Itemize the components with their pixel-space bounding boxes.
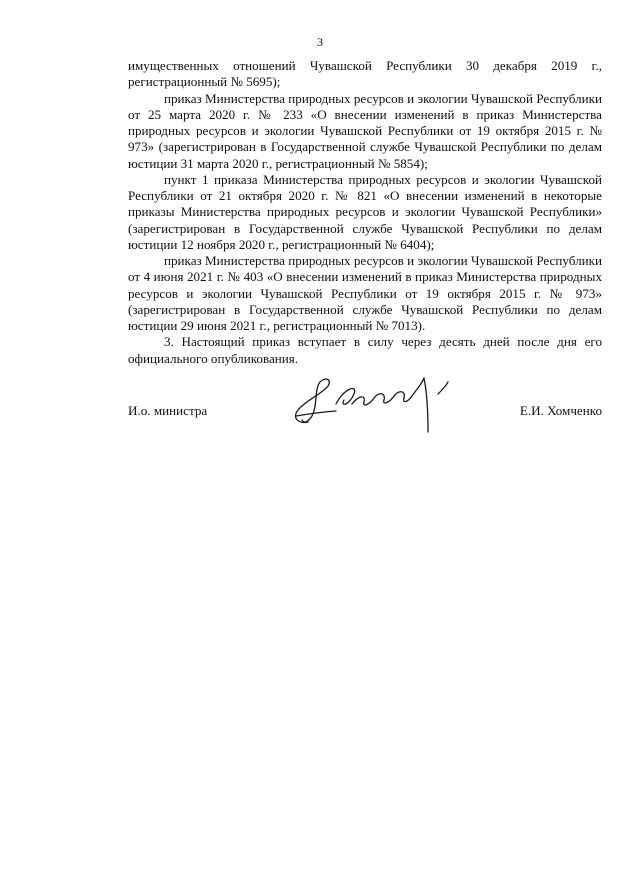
paragraph-order-233: приказ Министерства природных ресурсов и экологии Чувашской Республики от 25 марта 2020 г. № 233 «О внесении изменений в приказ Министерства природных ресурсов и экологии Чувашской Республики от 19 октября 2015 г. № 973» (зарегистрирован в Государственной службе Чувашской Республики по делам юстиции 31 марта 2020 г., регистрационный № 5854); bbox=[128, 90, 602, 171]
signatory-name: Е.И. Хомченко bbox=[519, 403, 602, 418]
signature-block bbox=[128, 396, 602, 436]
paragraph-continuation: имущественных отношений Чувашской Республики 30 декабря 2019 г., регистрационный № 5695); bbox=[128, 58, 602, 90]
page-number: 3 bbox=[317, 35, 323, 49]
handwritten-signature bbox=[278, 364, 468, 436]
paragraph-order-403: приказ Министерства природных ресурсов и экологии Чувашской Республики от 4 июня 2021 г. № 403 «О внесении изменений в приказ Министерства природных ресурсов и экологии Чувашской Республики от 19 октября 2015 г. № 973» (зарегистрирован в Государственной службе Чувашской Республики по делам юстиции 29 июня 2021 г., регистрационный № 7013). bbox=[128, 253, 602, 333]
paragraph-order-821: пункт 1 приказа Министерства природных ресурсов и экологии Чувашской Республики от 21 октября 2020 г. № 821 «О внесении изменений в некоторые приказы Министерства природных ресурсов и экологии Чувашской Республики» (зарегистрирован в Государственной службе Чувашской Республики по делам юстиции 12 ноября 2020 г., регистрационный № 6404); bbox=[128, 171, 602, 252]
document-body bbox=[128, 58, 602, 367]
signatory-title: И.о. министра bbox=[128, 403, 208, 418]
paragraph-effective-date: 3. Настоящий приказ вступает в силу через десять дней после дня его официального опубликования. bbox=[128, 334, 602, 366]
